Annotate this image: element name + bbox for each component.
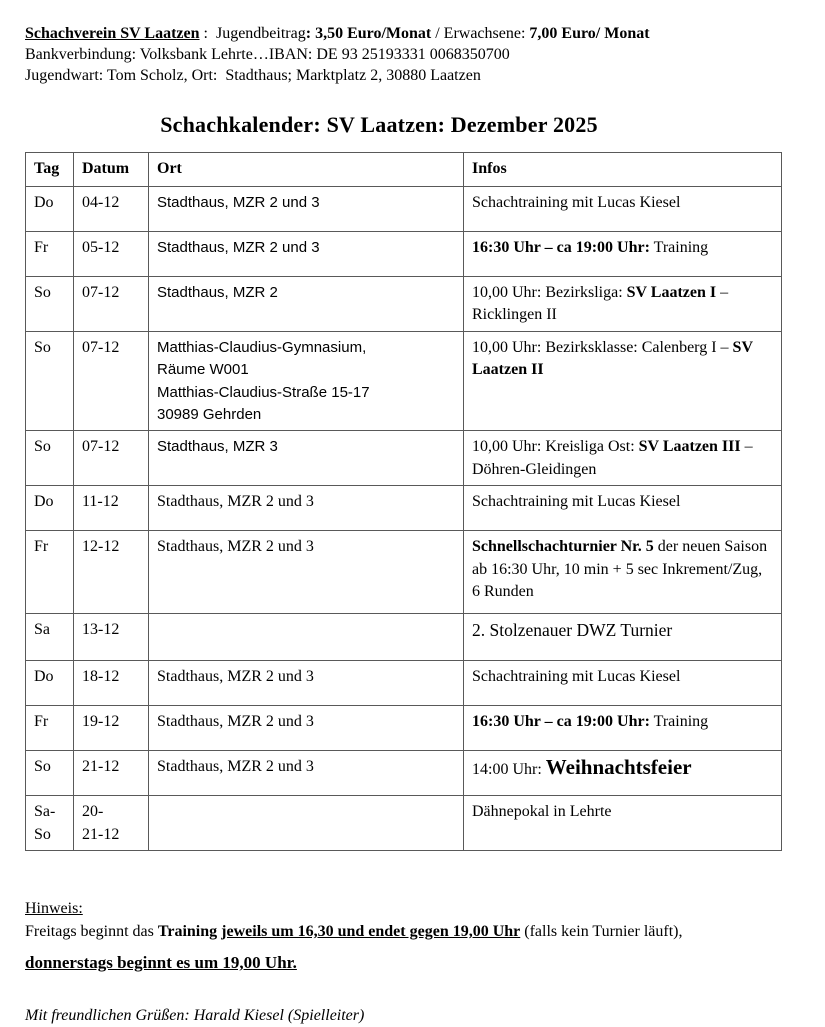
- cell-infos: [464, 614, 782, 661]
- text-segment: Training: [157, 923, 222, 941]
- cell-tag: [26, 796, 74, 851]
- cell-infos: [464, 661, 782, 706]
- cell-datum: [74, 187, 149, 232]
- column-header-tag: Tag: [26, 153, 74, 187]
- cell-ort: [149, 661, 464, 706]
- cell-infos: [464, 796, 782, 851]
- cell-infos: [464, 277, 782, 332]
- cell-line: 21-12: [82, 825, 120, 843]
- cell-line: Fr: [34, 239, 49, 256]
- text-segment: 10,00 Uhr: Kreisliga Ost:: [472, 438, 639, 456]
- cell-line: Sa: [34, 621, 50, 639]
- cell-line: Räume W001: [157, 361, 249, 379]
- cell-line: 30989 Gehrden: [157, 406, 262, 424]
- table-row: [26, 614, 782, 661]
- cell-tag: [26, 232, 74, 277]
- cell-line: 12-12: [82, 538, 120, 556]
- cell-ort: [149, 796, 464, 851]
- table-row: [26, 661, 782, 706]
- text-segment: Schachtraining mit Lucas Kiesel: [472, 668, 681, 686]
- cell-line: Stadthaus, MZR 2 und 3: [157, 538, 314, 556]
- text-segment: SV Laatzen I: [626, 284, 717, 301]
- header-row: [26, 153, 782, 187]
- cell-tag: [26, 531, 74, 614]
- club-info-line-membership: [25, 23, 805, 44]
- table-row: [26, 277, 782, 332]
- cell-line: Do: [34, 668, 54, 686]
- text-segment: / Erwachsene:: [431, 25, 530, 42]
- cell-tag: [26, 706, 74, 751]
- cell-ort: [149, 431, 464, 486]
- table-row: [26, 751, 782, 796]
- cell-ort: [149, 614, 464, 661]
- text-segment: (falls kein Turnier läuft),: [520, 923, 683, 941]
- cell-infos: [464, 531, 782, 614]
- cell-line: Do: [34, 194, 54, 211]
- cell-line: Sa-: [34, 803, 56, 821]
- table-row: [26, 486, 782, 531]
- cell-line: 07-12: [82, 338, 120, 356]
- table-row: [26, 331, 782, 431]
- cell-line: So: [34, 825, 51, 843]
- text-segment: Freitags beginnt das: [25, 923, 158, 941]
- cell-line: Stadthaus, MZR 2 und 3: [157, 713, 314, 731]
- schedule-table-body: [26, 187, 782, 851]
- text-segment: 14:00 Uhr:: [472, 761, 546, 779]
- cell-infos: [464, 187, 782, 232]
- cell-ort: [149, 277, 464, 332]
- text-segment: Schnellschachturnier Nr. 5: [472, 538, 654, 556]
- cell-ort: [149, 486, 464, 531]
- cell-line: 20-: [82, 803, 104, 821]
- cell-datum: [74, 277, 149, 332]
- column-header-ort: Ort: [149, 153, 464, 187]
- table-row: [26, 796, 782, 851]
- table-row: [26, 187, 782, 232]
- text-segment: : Jugendbeitrag: [199, 25, 306, 42]
- text-segment: Schachverein SV Laatzen: [25, 25, 200, 42]
- cell-line: Stadthaus, MZR 2 und 3: [157, 493, 314, 511]
- cell-infos: [464, 751, 782, 796]
- cell-datum: [74, 486, 149, 531]
- club-info-line-youth: Jugendwart: Tom Scholz, Ort: Stadthaus; Marktplatz 2, 30880 Laatzen: [25, 67, 481, 84]
- cell-line: Stadthaus, MZR 2 und 3: [157, 194, 320, 211]
- schedule-table: [25, 152, 782, 851]
- text-segment: der neuen Saison ab 16:30 Uhr, 10 min + 5 sec Inkrement/Zug, 6 Runden: [472, 538, 768, 601]
- cell-infos: [464, 331, 782, 431]
- cell-line: Matthias-Claudius-Straße 15-17: [157, 383, 370, 401]
- text-segment: – Döhren-Gleidingen: [472, 438, 753, 478]
- cell-tag: [26, 751, 74, 796]
- cell-line: 05-12: [82, 239, 120, 256]
- cell-line: 18-12: [82, 668, 120, 686]
- table-row: [26, 531, 782, 614]
- club-info-block: [25, 23, 805, 86]
- club-info-line-bank: Bankverbindung: Volksbank Lehrte…IBAN: DE 93 25193331 0068350700: [25, 46, 510, 63]
- text-segment: 2. Stolzenauer DWZ Turnier: [472, 620, 673, 641]
- column-header-infos: Infos: [464, 153, 782, 187]
- cell-tag: [26, 486, 74, 531]
- cell-line: Stadthaus, MZR 2 und 3: [157, 239, 320, 256]
- cell-line: So: [34, 758, 51, 776]
- text-segment: : 3,50 Euro/Monat: [305, 25, 432, 42]
- cell-tag: [26, 331, 74, 431]
- cell-line: 13-12: [82, 621, 120, 639]
- cell-ort: [149, 751, 464, 796]
- cell-datum: [74, 751, 149, 796]
- text-segment: jeweils um 16,30 und endet gegen 19,00 Uhr: [221, 923, 521, 941]
- cell-datum: [74, 331, 149, 431]
- cell-line: Stadthaus, MZR 2: [157, 284, 278, 301]
- cell-datum: [74, 706, 149, 751]
- cell-datum: [74, 661, 149, 706]
- cell-tag: [26, 187, 74, 232]
- cell-tag: [26, 614, 74, 661]
- text-segment: donnerstags beginnt es um 19,00 Uhr.: [25, 953, 297, 973]
- cell-line: Stadthaus, MZR 2 und 3: [157, 668, 314, 686]
- cell-ort: [149, 232, 464, 277]
- cell-line: 04-12: [82, 194, 120, 211]
- text-segment: 16:30 Uhr – ca 19:00 Uhr:: [472, 239, 650, 256]
- table-row: [26, 431, 782, 486]
- text-segment: 16:30 Uhr – ca 19:00 Uhr:: [472, 713, 650, 731]
- text-segment: Weihnachtsfeier: [545, 755, 692, 780]
- text-segment: 10,00 Uhr: Bezirksliga:: [472, 284, 627, 301]
- cell-line: 21-12: [82, 758, 120, 776]
- cell-infos: [464, 706, 782, 751]
- note-line-friday: [25, 920, 805, 943]
- text-segment: Training: [649, 713, 709, 731]
- footer-notes: [25, 897, 805, 1027]
- cell-datum: [74, 431, 149, 486]
- cell-line: So: [34, 284, 51, 301]
- cell-ort: [149, 706, 464, 751]
- cell-line: 07-12: [82, 438, 120, 456]
- cell-datum: [74, 796, 149, 851]
- cell-line: So: [34, 438, 51, 456]
- cell-line: Matthias-Claudius-Gymnasium,: [157, 338, 367, 356]
- text-segment: Dähnepokal in Lehrte: [472, 803, 612, 821]
- schedule-table-head: [26, 153, 782, 187]
- cell-ort: [149, 331, 464, 431]
- cell-ort: [149, 531, 464, 614]
- cell-datum: [74, 531, 149, 614]
- cell-tag: [26, 661, 74, 706]
- cell-infos: [464, 431, 782, 486]
- table-row: [26, 706, 782, 751]
- text-segment: 7,00 Euro/ Monat: [529, 25, 650, 42]
- closing-signature: Mit freundlichen Grüßen: Harald Kiesel (Spielleiter): [25, 1007, 365, 1025]
- cell-line: Fr: [34, 538, 49, 556]
- text-segment: SV Laatzen III: [638, 438, 741, 456]
- text-segment: – Ricklingen II: [472, 284, 729, 324]
- cell-line: So: [34, 338, 51, 356]
- cell-line: 19-12: [82, 713, 120, 731]
- cell-line: 11-12: [82, 493, 119, 511]
- cell-datum: [74, 232, 149, 277]
- cell-line: Stadthaus, MZR 2 und 3: [157, 758, 314, 776]
- cell-line: Stadthaus, MZR 3: [157, 438, 278, 456]
- cell-line: 07-12: [82, 284, 120, 301]
- cell-ort: [149, 187, 464, 232]
- text-segment: Schachtraining mit Lucas Kiesel: [472, 493, 681, 511]
- page-title: Schachkalender: SV Laatzen: Dezember 2025: [160, 112, 598, 137]
- text-segment: Schachtraining mit Lucas Kiesel: [472, 194, 681, 211]
- note-heading: Hinweis:: [25, 900, 83, 918]
- text-segment: Training: [649, 239, 709, 256]
- column-header-datum: Datum: [74, 153, 149, 187]
- note-line-thursday: [25, 952, 805, 974]
- cell-line: Do: [34, 493, 54, 511]
- cell-tag: [26, 431, 74, 486]
- table-row: [26, 232, 782, 277]
- cell-tag: [26, 277, 74, 332]
- text-segment: 10,00 Uhr: Bezirksklasse: Calenberg I –: [472, 338, 733, 356]
- text-segment: SV Laatzen II: [472, 338, 753, 379]
- cell-line: Fr: [34, 713, 49, 731]
- cell-datum: [74, 614, 149, 661]
- cell-infos: [464, 486, 782, 531]
- cell-infos: [464, 232, 782, 277]
